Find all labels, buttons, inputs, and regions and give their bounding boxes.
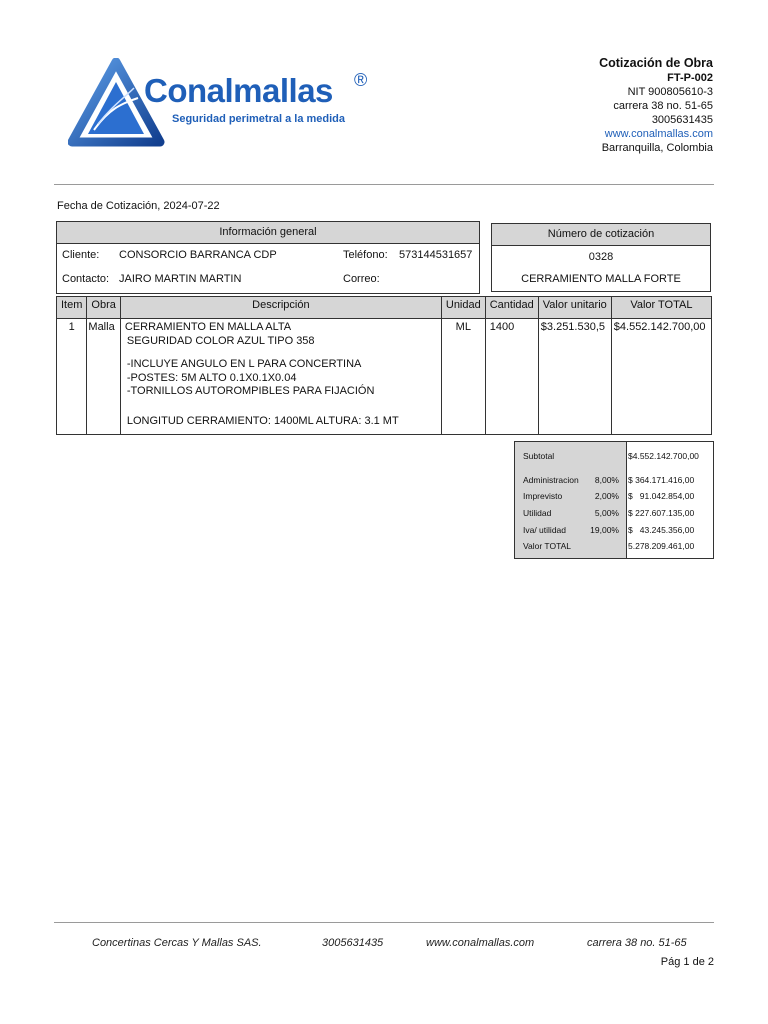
- email-label: Correo:: [343, 273, 380, 285]
- total-label: Valor TOTAL: [523, 541, 572, 551]
- quote-date: Fecha de Cotización, 2024-07-22: [57, 200, 220, 212]
- total-row: [515, 538, 713, 555]
- page-number: Pág 1 de 2: [660, 956, 714, 968]
- col-quantity-header: Cantidad: [485, 297, 538, 319]
- row-item: 1: [57, 319, 87, 435]
- desc-line: CERRAMIENTO EN MALLA ALTA: [124, 321, 292, 333]
- client-label: Cliente:: [62, 249, 100, 261]
- desc-line: [125, 348, 437, 358]
- quote-number-value: 0328: [588, 251, 614, 263]
- general-info-header: Información general: [57, 222, 479, 244]
- col-item-header: Item: [57, 297, 87, 319]
- document-title: Cotización de Obra: [599, 56, 713, 70]
- footer-address: carrera 38 no. 51-65: [587, 937, 687, 949]
- table-row: [57, 319, 712, 435]
- totals-line: [515, 522, 713, 539]
- footer-company: Concertinas Cercas Y Mallas SAS.: [92, 937, 262, 949]
- row-quantity: 1400: [485, 319, 538, 435]
- items-table: [56, 296, 712, 435]
- contact-label: Contacto:: [62, 273, 110, 285]
- col-unit-price-header: Valor unitario: [538, 297, 611, 319]
- desc-line: [125, 399, 437, 415]
- header-divider: [54, 184, 714, 185]
- footer-website: www.conalmallas.com: [426, 937, 535, 949]
- company-nit: NIT 900805610-3: [627, 86, 713, 98]
- desc-line: -INCLUYE ANGULO EN L PARA CONCERTINA: [126, 358, 362, 371]
- desc-line: SEGURIDAD COLOR AZUL TIPO 358: [126, 334, 315, 347]
- quote-number-header: Número de cotización: [492, 224, 710, 246]
- desc-line: LONGITUD CERRAMIENTO: 1400ML ALTURA: 3.1 MT: [126, 414, 399, 427]
- row-description: [120, 319, 441, 435]
- company-details: [599, 55, 713, 155]
- col-total-header: Valor TOTAL: [611, 297, 711, 319]
- desc-line: -TORNILLOS AUTOROMPIBLES PARA FIJACIÓN: [126, 385, 375, 398]
- totals-line-label: Utilidad: [523, 508, 552, 518]
- contact-value: JAIRO MARTIN MARTIN: [119, 273, 242, 285]
- totals-box: [514, 441, 714, 559]
- footer-divider: [54, 922, 714, 923]
- totals-line-pct: 5,00%: [594, 508, 619, 518]
- desc-line: -POSTES: 5M ALTO 0.1X0.1X0.04: [126, 371, 297, 384]
- company-logo: [68, 58, 383, 158]
- totals-line-label: Imprevisto: [523, 491, 563, 501]
- company-website-link[interactable]: www.conalmallas.com: [604, 128, 713, 140]
- company-phone: 3005631435: [651, 114, 713, 126]
- phone-value: 573144531657: [399, 249, 473, 261]
- footer-phone: 3005631435: [322, 937, 384, 949]
- subtotal-value: $4.552.142.700,00: [628, 451, 699, 461]
- general-info-box: [56, 221, 480, 294]
- totals-line-amount: $ 43.245.356,00: [628, 525, 695, 535]
- logo-registered-mark: ®: [354, 70, 368, 90]
- phone-label: Teléfono:: [343, 249, 388, 261]
- row-total: $4.552.142.700,00: [611, 319, 711, 435]
- col-unit-header: Unidad: [441, 297, 485, 319]
- document-code: FT-P-002: [667, 72, 713, 84]
- logo-tagline: Seguridad perimetral a la medida: [172, 113, 346, 125]
- col-obra-header: Obra: [87, 297, 120, 319]
- client-value: CONSORCIO BARRANCA CDP: [119, 249, 277, 261]
- col-description-header: Descripción: [120, 297, 441, 319]
- totals-line-pct: 2,00%: [594, 491, 619, 501]
- totals-line-pct: 8,00%: [594, 475, 619, 485]
- totals-line-amount: $ 227.607.135,00: [628, 508, 695, 518]
- row-obra: Malla: [87, 319, 120, 435]
- totals-line-label: Administracion: [523, 475, 579, 485]
- subtotal-row: [515, 448, 713, 465]
- items-table-header: [57, 297, 712, 319]
- totals-line-amount: $ 364.171.416,00: [628, 475, 695, 485]
- totals-line: [515, 488, 713, 505]
- row-unit-price: $3.251.530,5: [538, 319, 611, 435]
- totals-line-pct: 19,00%: [590, 525, 619, 535]
- total-value: 5.278.209.461,00: [628, 541, 695, 551]
- company-city: Barranquilla, Colombia: [601, 142, 713, 154]
- totals-line-amount: $ 91.042.854,00: [628, 491, 695, 501]
- subtotal-label: Subtotal: [523, 451, 555, 461]
- totals-line-label: Iva/ utilidad: [523, 525, 566, 535]
- quote-project-name: CERRAMIENTO MALLA FORTE: [521, 273, 681, 285]
- quote-number-box: [491, 223, 711, 292]
- company-address: carrera 38 no. 51-65: [613, 100, 713, 112]
- logo-wordmark: Conalmallas: [144, 72, 333, 109]
- totals-line: [515, 472, 713, 489]
- row-unit: ML: [441, 319, 485, 435]
- totals-line: [515, 505, 713, 522]
